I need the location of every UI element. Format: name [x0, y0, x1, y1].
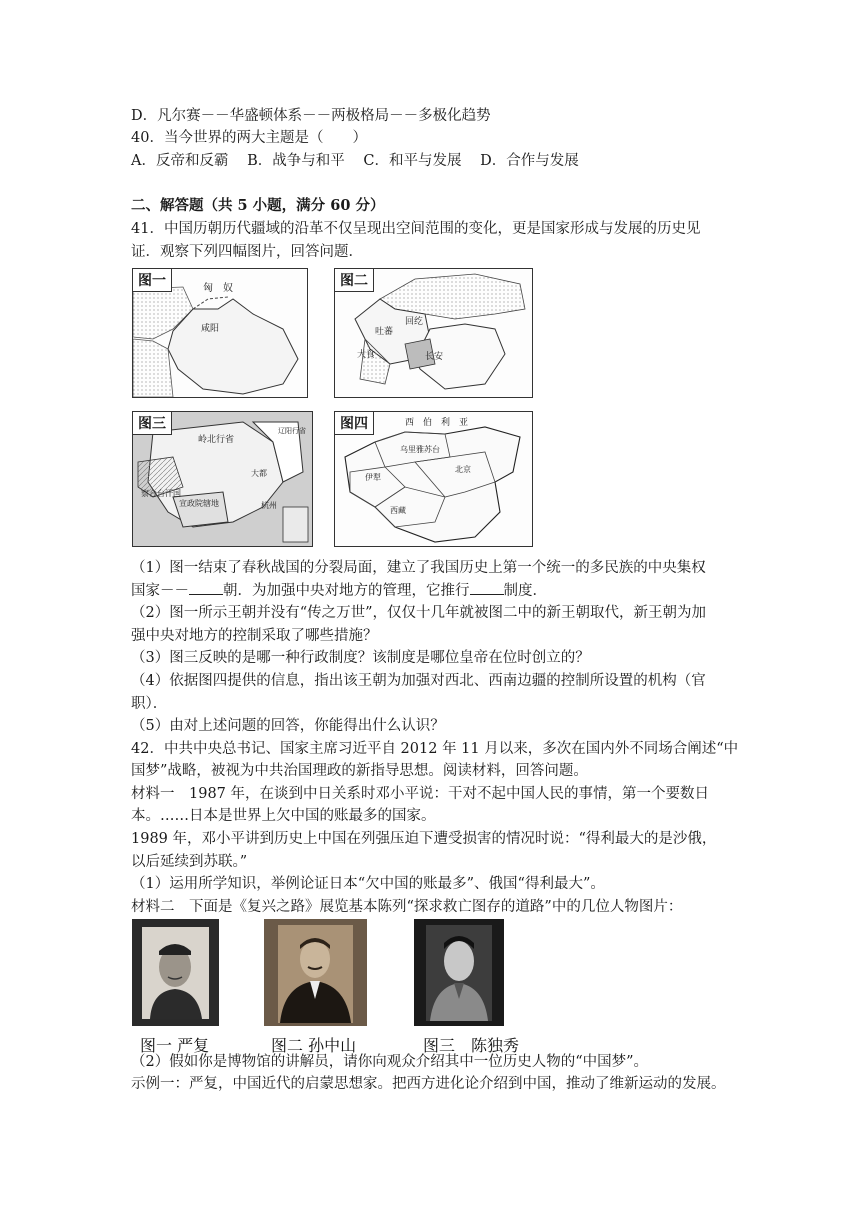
map4-text-uliastai: 乌里雅苏台: [400, 445, 440, 454]
caption-chen-duxiu: 图三 陈独秀: [423, 1036, 520, 1055]
q40-option-d: D．合作与发展: [480, 153, 579, 169]
q42-intro-2: 国梦”战略，被视为中共治国理政的新指导思想。阅读材料，回答问题。: [131, 763, 588, 779]
map-qing: [334, 411, 533, 547]
map4-text-xizang: 西藏: [390, 506, 406, 515]
q42-material1-d: 以后延续到苏联。”: [131, 854, 248, 870]
map1-text-xianyang: 咸阳: [201, 324, 220, 334]
q42-sub2: （2）假如你是博物馆的讲解员，请你向观众介绍其中一位历史人物的“中国梦”。: [131, 1054, 649, 1070]
q42-material1-a: 材料一 1987 年，在谈到中日关系时邓小平说：干对不起中国人民的事情，第一个要数日: [131, 786, 710, 802]
q41-sub5: （5）由对上述问题的回答，你能得出什么认识？: [131, 718, 445, 734]
q40-option-c: C．和平与发展: [363, 153, 462, 169]
q42-sub1: （1）运用所学知识，举例论证日本“欠中国的账最多”、俄国“得利最大”。: [131, 876, 605, 892]
map-label-1: 图一: [133, 269, 172, 292]
map4-text-siberia: 西 伯 利 亚: [405, 418, 469, 428]
q41-intro-1: 41．中国历朝历代疆域的沿革不仅呈现出空间范围的变化，更是国家形成与发展的历史见: [131, 221, 701, 237]
q41-sub3: （3）图三反映的是哪一种行政制度？该制度是哪位皇帝在位时创立的？: [131, 650, 590, 666]
q41-intro-2: 证．观察下列四幅图片，回答问题．: [131, 244, 363, 260]
map1-text-xiongnu: 匈 奴: [203, 283, 233, 294]
q41-sub1-b-mid: 朝．为加强中央对地方的管理，它推行: [223, 583, 470, 599]
map3-text-hangzhou: 杭州: [261, 501, 277, 510]
q39-option-d: D．凡尔赛－－华盛顿体系－－两极格局－－多极化趋势: [131, 108, 491, 124]
portrait-yan-fu-image: [132, 919, 219, 1026]
q41-sub2-b: 强中央对地方的控制采取了哪些措施？: [131, 628, 378, 644]
map4-text-beijing: 北京: [455, 465, 471, 474]
map2-text-tubo: 吐蕃: [375, 327, 394, 337]
portrait-chen-duxiu: [414, 919, 504, 1026]
map2-text-changan: 长安: [425, 352, 444, 362]
map-yuan: [132, 411, 313, 547]
q41-sub4-b: 职）．: [131, 696, 168, 712]
q40-options: [131, 151, 593, 171]
map3-text-chagatai: 察合台汗国: [141, 489, 181, 498]
map3-text-lingbei: 岭北行省: [198, 435, 235, 445]
portrait-sun-zhongshan: [264, 919, 367, 1026]
q42-material1-b: 本。……日本是世界上欠中国的账最多的国家。: [131, 808, 436, 824]
q40-option-b: B．战争与和平: [247, 153, 345, 169]
answer-blank-system[interactable]: [470, 580, 504, 595]
answer-blank-dynasty[interactable]: [189, 580, 223, 595]
q41-sub1-b-pre: 国家－－: [131, 583, 189, 599]
q42-material1-c: 1989 年，邓小平讲到历史上中国在列强压迫下遭受损害的情况时说：“得利最大的是沙俄，: [131, 831, 717, 847]
q40-option-a: A．反帝和反霸: [131, 153, 229, 169]
map-label-4: 图四: [335, 412, 374, 435]
q42-intro-1: 42．中共中央总书记、国家主席习近平自 2012 年 11 月以来，多次在国内外不同场合阐述“中: [131, 741, 739, 757]
caption-sun-zhongshan: 图二 孙中山: [271, 1036, 357, 1055]
map-label-3: 图三: [133, 412, 172, 435]
map3-text-dadu: 大都: [251, 469, 267, 478]
portrait-yan-fu: [132, 919, 219, 1026]
map2-text-huihe: 回纥: [405, 317, 424, 327]
q41-sub2-a: （2）图一所示王朝并没有“传之万世”，仅仅十几年就被图二中的新王朝取代，新王朝为加: [131, 605, 707, 621]
map-tang: [334, 268, 533, 398]
q41-sub1-b: [131, 580, 547, 601]
q41-sub4-a: （4）依据图四提供的信息，指出该王朝为加强对西北、西南边疆的控制所设置的机构（官: [131, 673, 706, 689]
map-qin: [132, 268, 308, 398]
map3-text-liaoyang: 辽阳行省: [278, 427, 306, 435]
map-label-2: 图二: [335, 269, 374, 292]
q42-example: 示例一：严复，中国近代的启蒙思想家。把西方进化论介绍到中国，推动了维新运动的发展。: [131, 1076, 726, 1092]
q41-sub1-a: （1）图一结束了春秋战国的分裂局面，建立了我国历史上第一个统一的多民族的中央集权: [131, 560, 706, 576]
q42-material2: 材料二 下面是《复兴之路》展览基本陈列“探求救亡图存的道路”中的几位人物图片：: [131, 899, 683, 915]
portrait-chen-duxiu-image: [414, 919, 504, 1026]
map3-text-xuanzheng: 宣政院辖地: [179, 499, 219, 508]
caption-yan-fu: 图一 严复: [140, 1036, 210, 1055]
map2-text-dashi: 大食: [357, 350, 376, 360]
q40-stem: 40．当今世界的两大主题是（ ）: [131, 130, 367, 146]
section-heading: 二、解答题（共 5 小题，满分 60 分）: [131, 197, 385, 214]
portrait-sun-zhongshan-image: [264, 919, 367, 1026]
q41-sub1-b-post: 制度．: [503, 583, 547, 599]
map4-text-yili: 伊犁: [365, 473, 381, 482]
